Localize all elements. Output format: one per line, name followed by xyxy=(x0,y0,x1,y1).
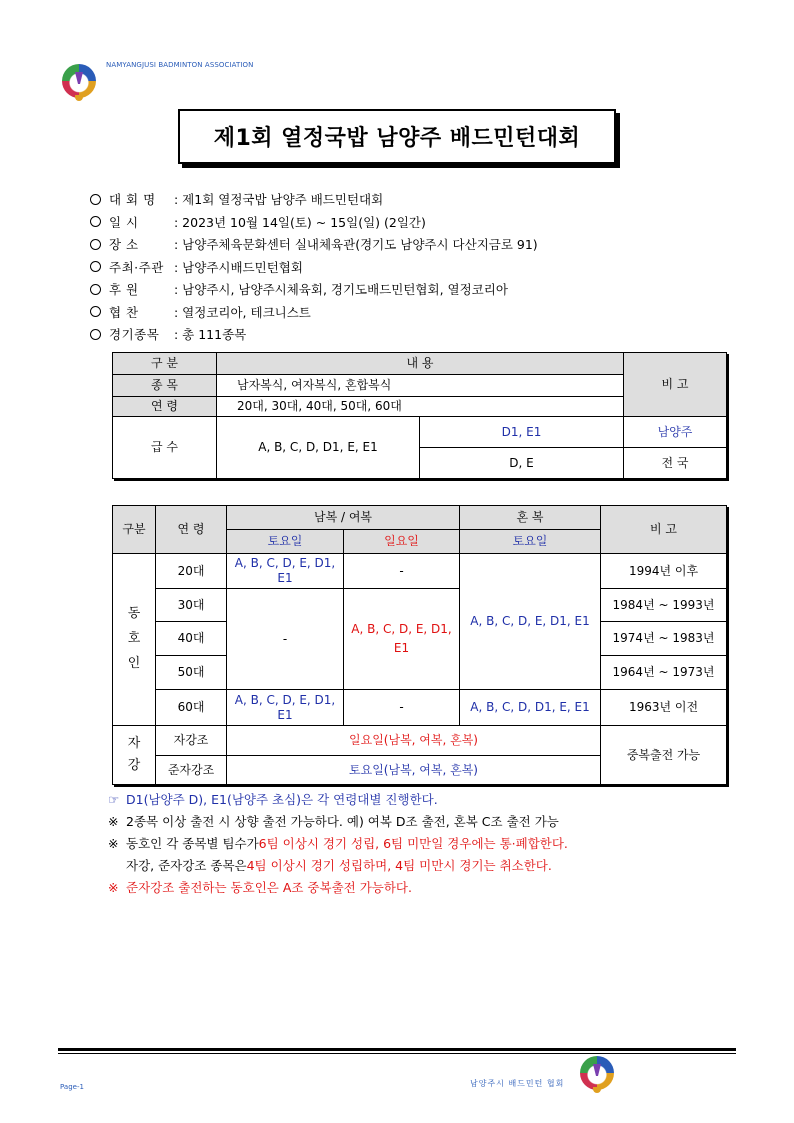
header-gubun: 구분 xyxy=(113,506,156,554)
birth-year-note: 1984년 ~ 1993년 xyxy=(601,589,727,622)
note-text: 동호인 각 종목별 팀수가 xyxy=(126,836,259,851)
info-label: 주최·주관 xyxy=(109,259,164,275)
local-region: 남양주 xyxy=(624,417,727,448)
document-title-box xyxy=(178,109,616,164)
circle-bullet-icon xyxy=(90,284,101,295)
pointing-hand-icon: ☞ xyxy=(108,791,120,807)
mixed-grades: A, B, C, D, E, D1, E1 xyxy=(460,554,601,690)
info-row xyxy=(90,233,730,256)
note-text: D1(남양주 D), E1(남양주 초심)은 각 연령대별 진행한다. xyxy=(126,792,438,807)
header-sunday: 일요일 xyxy=(344,530,460,554)
birth-year-note: 1964년 ~ 1973년 xyxy=(601,656,727,690)
note-text: 자강, 준자강조 종목은 xyxy=(126,858,247,873)
national-grade: D, E xyxy=(420,448,624,479)
sunday-grades: A, B, C, D, E, D1, E1 xyxy=(344,589,460,690)
footer-divider xyxy=(58,1048,736,1051)
document-title: 제1회 열정국밥 남양주 배드민턴대회 xyxy=(213,126,581,151)
note-highlight: 6팀 이상시 경기 성립, 6팀 미만일 경우에는 통·폐합한다. xyxy=(258,836,568,851)
footer-logo xyxy=(580,1056,614,1090)
note-highlight: 4팀 이상시 경기 성립하며, 4팀 미만시 경기는 취소한다. xyxy=(246,858,552,873)
note-line xyxy=(108,832,748,854)
circle-bullet-icon xyxy=(90,306,101,317)
saturday-grades: A, B, C, D, E, D1, E1 xyxy=(227,554,344,589)
footer-divider-thin xyxy=(58,1053,736,1054)
info-row xyxy=(90,188,730,211)
note-text: 2종목 이상 출전 시 상향 출전 가능하다. 예) 여복 D조 출전, 혼복 C조 출전 가능 xyxy=(126,814,559,829)
info-row xyxy=(90,256,730,279)
age-cell: 50대 xyxy=(156,656,227,690)
association-logo xyxy=(62,64,96,98)
club-label-text: 동호인 xyxy=(127,606,141,671)
age-cell: 20대 xyxy=(156,554,227,589)
circle-bullet-icon xyxy=(90,194,101,205)
sunday-grades: - xyxy=(344,690,460,726)
header-gubun: 구 분 xyxy=(113,353,217,375)
event-info-list xyxy=(90,188,730,346)
circle-bullet-icon xyxy=(90,329,101,340)
info-row xyxy=(90,323,730,346)
self-division-note: 중복출전 가능 xyxy=(601,726,727,785)
self-division-value: 일요일(남복, 여복, 혼복) xyxy=(227,726,601,756)
semi-self-division-label: 준자강조 xyxy=(156,756,227,785)
self-label-text: 자강 xyxy=(127,735,141,773)
note-line xyxy=(108,876,748,898)
sunday-grades: - xyxy=(344,554,460,589)
circle-bullet-icon xyxy=(90,216,101,227)
header-mixed: 혼 복 xyxy=(460,506,601,530)
note-line xyxy=(108,854,748,876)
saturday-grades: - xyxy=(227,589,344,690)
birth-year-note: 1963년 이전 xyxy=(601,690,727,726)
age-label: 연 령 xyxy=(113,397,217,417)
saturday-grades: A, B, C, D, E, D1, E1 xyxy=(227,690,344,726)
footer-org-name: 남양주시 배드민턴 협회 xyxy=(470,1079,565,1088)
info-value: : 열정코리아, 테크니스트 xyxy=(174,304,311,320)
header-note: 비 고 xyxy=(624,353,727,417)
header-note: 비 고 xyxy=(601,506,727,554)
note-line xyxy=(108,788,748,810)
header-mens-womens: 남복 / 여복 xyxy=(227,506,460,530)
event-label: 종 목 xyxy=(113,375,217,397)
event-summary-table xyxy=(112,352,727,479)
reference-mark-icon: ※ xyxy=(108,879,119,895)
info-value: : 남양주시, 남양주시체육회, 경기도배드민턴협회, 열정코리아 xyxy=(174,282,508,298)
header-mixed-saturday: 토요일 xyxy=(460,530,601,554)
association-name: NAMYANGJUSI BADMINTON ASSOCIATION xyxy=(106,61,254,69)
note-text: 준자강조 출전하는 동호인은 A조 중복출전 가능하다. xyxy=(126,880,412,895)
semi-self-division-value: 토요일(남복, 여복, 혼복) xyxy=(227,756,601,785)
birth-year-note: 1994년 이후 xyxy=(601,554,727,589)
self-division-label: 자강조 xyxy=(156,726,227,756)
info-value: : 2023년 10월 14일(토) ~ 15일(일) (2일간) xyxy=(174,214,426,230)
reference-mark-icon: ※ xyxy=(108,835,119,851)
info-label: 후 원 xyxy=(109,282,139,298)
age-cell: 60대 xyxy=(156,690,227,726)
event-value: 남자복식, 여자복식, 혼합복식 xyxy=(217,375,624,397)
info-label: 일 시 xyxy=(109,214,139,230)
age-cell: 40대 xyxy=(156,622,227,656)
club-label xyxy=(113,554,156,726)
mixed-grades: A, B, C, D, D1, E, E1 xyxy=(460,690,601,726)
info-label: 대 회 명 xyxy=(109,192,156,208)
info-value: : 남양주시배드민턴협회 xyxy=(174,259,303,275)
note-line xyxy=(108,810,748,832)
info-label: 경기종목 xyxy=(109,327,160,343)
circle-bullet-icon xyxy=(90,239,101,250)
age-cell: 30대 xyxy=(156,589,227,622)
info-value: : 총 111종목 xyxy=(174,327,247,343)
info-row xyxy=(90,301,730,324)
info-row xyxy=(90,211,730,234)
info-value: : 제1회 열정국밥 남양주 배드민턴대회 xyxy=(174,192,384,208)
info-label: 협 찬 xyxy=(109,304,139,320)
national-region: 전 국 xyxy=(624,448,727,479)
info-label: 장 소 xyxy=(109,237,139,253)
reference-mark-icon: ※ xyxy=(108,813,119,829)
age-value: 20대, 30대, 40대, 50대, 60대 xyxy=(217,397,624,417)
grade-label: 급 수 xyxy=(113,417,217,479)
age-division-table xyxy=(112,505,727,785)
local-grade: D1, E1 xyxy=(420,417,624,448)
header-age: 연 령 xyxy=(156,506,227,554)
header-saturday: 토요일 xyxy=(227,530,344,554)
info-value: : 남양주체육문화센터 실내체육관(경기도 남양주시 다산지금로 91) xyxy=(174,237,538,253)
header-content: 내 용 xyxy=(217,353,624,375)
page-number: Page-1 xyxy=(60,1083,84,1091)
birth-year-note: 1974년 ~ 1983년 xyxy=(601,622,727,656)
notes-section xyxy=(108,788,748,898)
grade-value: A, B, C, D, D1, E, E1 xyxy=(217,417,420,479)
info-row xyxy=(90,278,730,301)
circle-bullet-icon xyxy=(90,261,101,272)
self-label xyxy=(113,726,156,785)
